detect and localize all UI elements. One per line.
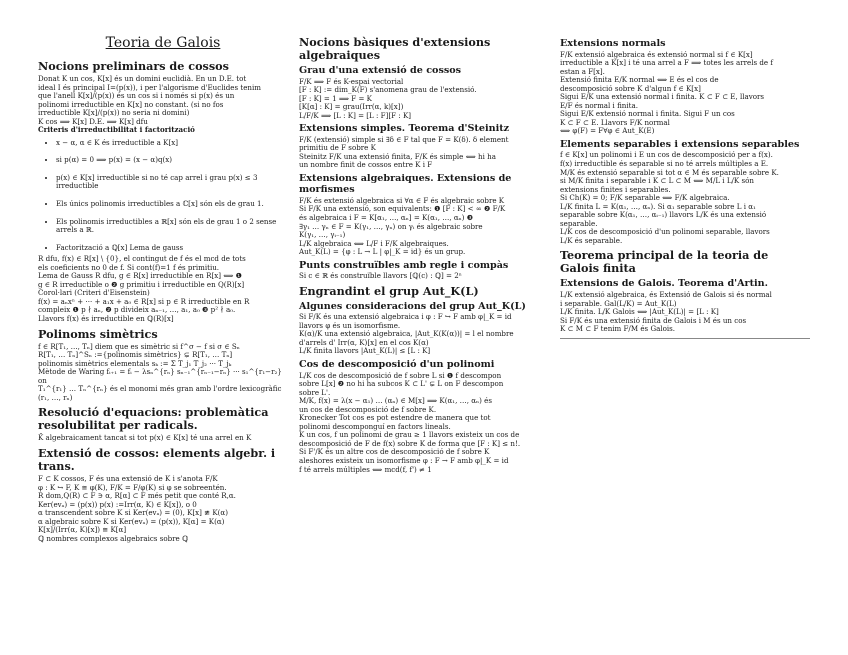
column-3: [560, 34, 810, 339]
paragraph: R dfu, f(x) ∈ R[x] \ {0}, el contingut de f és el mcd de tots: [38, 254, 246, 264]
paragraph: K cos ⟹ K[x] D.E. ⟹ K[x] dfu: [38, 116, 148, 126]
subsection-heading: Cos de descomposició d'un polinomi: [299, 359, 495, 371]
criteria-list: [38, 139, 288, 252]
paragraph: separable.: [560, 218, 598, 228]
paragraph: aleshores existeix un isomorfisme φ : F → F amb φ|_K = id: [299, 456, 509, 465]
subsection-heading: Extensions algebraiques. Extensions de morfismes: [299, 172, 512, 196]
paragraph: ideal I és principal I=(p(x)), i per l'algorisme d'Euclides tenim: [38, 82, 261, 92]
paragraph: polinomi descomponguí en factors lineals.: [299, 421, 451, 431]
paragraph: g ∈ R irreductible o ❷ g primitiu i irreductible en Q(R)[x]: [38, 279, 245, 289]
paragraph: f(x) irreductible és separable si no té arrels múltiples a E.: [560, 159, 769, 169]
paragraph: sobre L[x] ❷ no hi ha subcos K ⊂ L' ⊊ L on F descompon: [299, 379, 504, 389]
paragraph: Si F/K és una extensió finita de Galois i M és un cos: [560, 315, 747, 325]
paragraph: F ⊂ K cossos, F és una extensió de K i s'anota F/K: [38, 473, 218, 483]
document-title: Teoria de Galois: [105, 35, 221, 51]
paragraph: ℚ nombres complexos algebraics sobre ℚ: [38, 533, 189, 543]
paragraph: Llavors f(x) és irreductible en ℚ(R)[x]: [38, 314, 174, 324]
paragraph: si M/K finita i separable i K ⊂ L ⊂ M ⟺ M/L i L/K són: [560, 176, 754, 186]
paragraph: separable sobre K(α₁, …, αᵢ₋₁) llavors L/K és una extensió: [560, 210, 767, 220]
paragraph: descomposició de F de f(x) sobre K de forma que [F : K] ≤ n!.: [299, 438, 521, 448]
paragraph: Si Ch(K) = 0; F/K separable ⟺ F/K algebraica.: [560, 193, 730, 203]
section-heading: Nocions preliminars de cossos: [38, 59, 229, 73]
paragraph: L/F/K ⟹ [L : K] = [L : F][F : K]: [299, 110, 412, 120]
subheading: Criteris d'irreductibilitat i factorització: [38, 125, 195, 135]
paragraph: sobre L'.: [299, 387, 331, 397]
subsection-heading: Extensions normals: [560, 38, 666, 49]
list-item: • Factorització a ℚ[x] Lema de gauss: [56, 244, 288, 253]
paragraph: polinomis simètrics elementals sₖ := Σ T_j₁ T_j₂ ··· T_jₖ: [38, 358, 232, 368]
paragraph: Sigui E/K extensió normal i finita. Sigui F un cos: [560, 109, 735, 119]
paragraph: Steinitz F/K una extensió finita, F/K és simple ⟺ hi ha: [299, 151, 496, 161]
paragraph: L/K finita llavors |Aut_K(L)| ≤ [L : K]: [299, 346, 431, 356]
paragraph: L/K cos de descomposició d'un polinomi separable, llavors: [560, 227, 770, 237]
subsection-heading: Algunes consideracions del grup Aut_K(L): [299, 300, 526, 312]
paragraph: d'arrels d' Irr(α, K)[x] en el cos K(α): [299, 337, 429, 347]
list-item: • x − α, α ∈ K és irreductible a K[x]: [56, 139, 288, 148]
paragraph: R[T₁, … Tₙ]^Sₙ :={polinomis simètrics} ⊊ R[T₁, … Tₙ]: [38, 350, 233, 360]
paragraph: L/K finita. L/K Galois ⟺ |Aut_K(L)| = [L : K]: [560, 307, 719, 317]
paragraph: F/K extensió algebraica és extensió normal si f ∈ K[x]: [560, 49, 753, 59]
paragraph: L/K algebraica ⟺ L/F i F/K algebraiques.: [299, 238, 449, 248]
list-item: • p(x) ∈ K[x] irreductible si no té cap arrel i grau p(x) ≤ 3 irreductible: [56, 174, 288, 191]
paragraph: F/K (extensió) simple si ∃δ ∈ F tal que F = K(δ). δ element: [299, 134, 509, 144]
subsection-heading: Extensions simples. Teorema d'Steinitz: [299, 123, 510, 135]
section-heading: Teorema principal de la teoria de Galois finita: [560, 248, 769, 276]
paragraph: [F : K] := dim_K(F) s'anomena grau de l'extensió.: [299, 85, 477, 95]
paragraph: α transcendent sobre K si Ker(evₐ) = (0), K[x] ≇ K(α): [38, 508, 228, 518]
subsection-heading: Punts construïbles amb regle i compàs: [299, 259, 509, 271]
paragraph: Si c ∈ ℝ és construïble llavors [ℚ(c) : ℚ] = 2ⁿ: [299, 271, 462, 281]
paragraph: f ∈ R[T₁, …, Tₙ] diem que es simètric si f^σ − f si σ ∈ Sₙ: [38, 341, 240, 351]
paragraph: K̄ algebraicament tancat si tot p(x) ∈ K[x] té una arrel en K: [38, 433, 252, 443]
paragraph: L/K finita L = K(α₁, …, αₙ). Si α₁ separable sobre L i α₁: [560, 201, 756, 211]
paragraph: Corol·lari (Criteri d'Eisenstein): [38, 288, 150, 298]
paragraph: K(α)/K una extensió algebraica, |Aut_K(K(α))| = l el nombre: [299, 329, 514, 339]
paragraph: i separable. Gal(L/K) = Aut_K(L): [560, 298, 677, 308]
paragraph: Si F/K és una extensió algebraica i φ : F ↪ F amb φ|_K = id: [299, 312, 512, 322]
section-heading: Polinoms simètrics: [38, 326, 158, 341]
paragraph: K[x]/(Irr(α, K)[x]) ≅ K[α]: [38, 525, 127, 535]
paragraph: L/K és separable.: [560, 235, 623, 245]
paragraph: Sigui E/K una extensió normal i finita. K ⊂ F ⊂ E, llavors: [560, 92, 765, 102]
paragraph: Extensió finita E/K normal ⟺ E és el cos de: [560, 75, 719, 85]
paragraph: T₁^{r₁} … Tₙ^{rₙ} és el monomi més gran amb l'ordre lexicogràfic: [38, 384, 282, 394]
paragraph: és algebraica i F = K[α₁, …, αₙ] = K(α₁, …, αₙ) ❸: [299, 213, 474, 223]
paragraph: ∃γ₁ … γₙ ∈ F = K(γ₁, …, γₙ) on γᵢ és algebraic sobre: [299, 221, 483, 231]
paragraph: Si F'/K és un altre cos de descomposició de f sobre K: [299, 447, 490, 457]
paragraph: F/K és extensió algebraica si ∀α ∈ F és algebraic sobre K: [299, 195, 505, 205]
paragraph: F/K ⟹ F és K-espai vectorial: [299, 76, 404, 86]
paragraph: Aut_K(L) = {φ : L → L | φ|_K = id} és un grup.: [299, 247, 466, 257]
paragraph: K(γ₁, …, γᵢ₋₁): [299, 230, 346, 240]
section-heading: Extensió de cossos: elements algebr. i trans.: [38, 445, 276, 473]
paragraph: f(x) = aₙxⁿ + ··· + a₁x + a₀ ∈ R[x] si p ∈ R irreductible en R: [38, 296, 250, 306]
paragraph: polinomi irreductible en K[x] no constant. (si no fos: [38, 99, 224, 109]
paragraph: φ : K ↪ F, K ≅ φ(K), F/K = F/φ(K) si φ se sobreentén.: [38, 482, 227, 492]
paragraph: un cos de descomposició de f sobre K.: [299, 404, 437, 414]
column-1: [38, 34, 288, 543]
paragraph: Kronecker Tot cos es pot estendre de manera que tot: [299, 413, 491, 423]
paragraph: descomposició sobre K d'algun f ∈ K[x]: [560, 83, 701, 93]
paragraph: irreductible a K[x] i té una arrel a F ⟹ totes les arrels de f: [560, 58, 773, 68]
paragraph: α algebraic sobre K si Ker(evₐ) = (p(x)), K[α] = K(α): [38, 516, 225, 526]
section-heading: Engrandint el grup Aut_K(L): [299, 283, 479, 298]
paragraph: Lema de Gauss R dfu, g ∈ R[x] irreductible en R[x] ⟺ ❶: [38, 271, 243, 281]
list-item: • Els únics polinomis irreductibles a ℂ[x] són els de grau 1.: [56, 200, 288, 209]
paragraph: que l'anell K[x]/(p(x)) és un cos si i només si p(x) és un: [38, 91, 235, 101]
paragraph: irreductible K[x]/(p(x)) no seria ni domini): [38, 108, 190, 118]
paragraph: L/K extensió algebraica, és Extensió de Galois si és normal: [560, 289, 772, 299]
paragraph: L/K cos de descomposició de f sobre L si ❶ f descompon: [299, 370, 502, 380]
paragraph: [K[α] : K] = grau(Irr(α, k)[x]): [299, 102, 404, 112]
end-rule: [560, 338, 810, 339]
paragraph: R dom,Q(R) ⊂ F ∋ α, R[α] ⊂ F més petit que conté R,α.: [38, 491, 236, 501]
paragraph: primitiu de F sobre K: [299, 143, 376, 153]
paragraph: els coeficients no 0 de f. Si cont(f)=1 f és primitiu.: [38, 262, 220, 272]
paragraph: E/F és normal i finita.: [560, 100, 638, 110]
paragraph: compleix ❶ p ∤ aₙ, ❷ p divideix aₙ₋₁, …, a₁, a₀ ❸ p² ∤ a₀.: [38, 305, 236, 315]
section-heading: Nocions bàsiques d'extensions algebraiques: [299, 35, 491, 62]
paragraph: estan a F[x].: [560, 66, 605, 76]
paragraph: f té arrels múltiples ⟺ mcd(f, f') ≠ 1: [299, 464, 432, 474]
paragraph: extensions finites i separables.: [560, 184, 671, 194]
section-heading: Resolució d'equacions: problemàtica resolubilitat per radicals.: [38, 405, 269, 433]
paragraph: llavors φ és un isomorfisme.: [299, 320, 401, 330]
paragraph: Si F/K una extensió, son equivalents: ❶ [F : K] < ∞ ❷ F/K: [299, 204, 506, 214]
paragraph: (r₁, …, rₙ): [38, 392, 73, 402]
paragraph: M/K, f(x) = λ(x − α₁) … (αₙ) ∈ M[x] ⟹ K(α₁, …, αₙ) és: [299, 396, 492, 406]
column-2: [299, 34, 549, 474]
paragraph: Donat K un cos, K[x] és un domini euclidià. En un D.E. tot: [38, 74, 247, 83]
paragraph: M/K és extensió separable si tot α ∈ M és separable sobre K.: [560, 167, 779, 177]
paragraph: K ⊂ M ⊂ F tenim F/M és Galois.: [560, 324, 676, 334]
paragraph: Ker(evₐ) = (p(x)) p(x) :=Irr(α, K) ∈ K[x]), o 0: [38, 499, 197, 509]
paragraph: ⟺ φ(F) = F∀φ ∈ Aut_K(E): [560, 126, 655, 136]
subsection-heading: Extensions de Galois. Teorema d'Artin.: [560, 278, 768, 290]
paragraph: un nombre finit de cossos entre K i F: [299, 160, 433, 170]
paragraph: f ∈ K[x] un polinomi i E un cos de descomposició per a f(x).: [560, 150, 773, 160]
subsection-heading: Elements separables i extensions separables: [560, 138, 800, 150]
paragraph: Mètode de Waring fᵢ₊₁ = fᵢ − λsₙ^{rₙ} sₙ₋₁^{rₙ₋₁−rₙ} ··· s₁^{r₁−r₂} on: [38, 367, 282, 385]
list-item: • si p(α) = 0 ⟹ p(x) = (x − α)q(x): [56, 156, 288, 165]
list-item: • Els polinomis irreductibles a ℝ[x] són els de grau 1 o 2 sense arrels a ℝ.: [56, 218, 288, 235]
paragraph: K un cos, f un polinomi de grau ≥ 1 llavors existeix un cos de: [299, 430, 520, 440]
subsection-heading: Grau d'una extensió de cossos: [299, 65, 462, 76]
paragraph: K ⊂ F ⊂ E. Llavors F/K normal: [560, 117, 670, 127]
paragraph: [F : K] = 1 ⟹ F = K: [299, 93, 372, 103]
